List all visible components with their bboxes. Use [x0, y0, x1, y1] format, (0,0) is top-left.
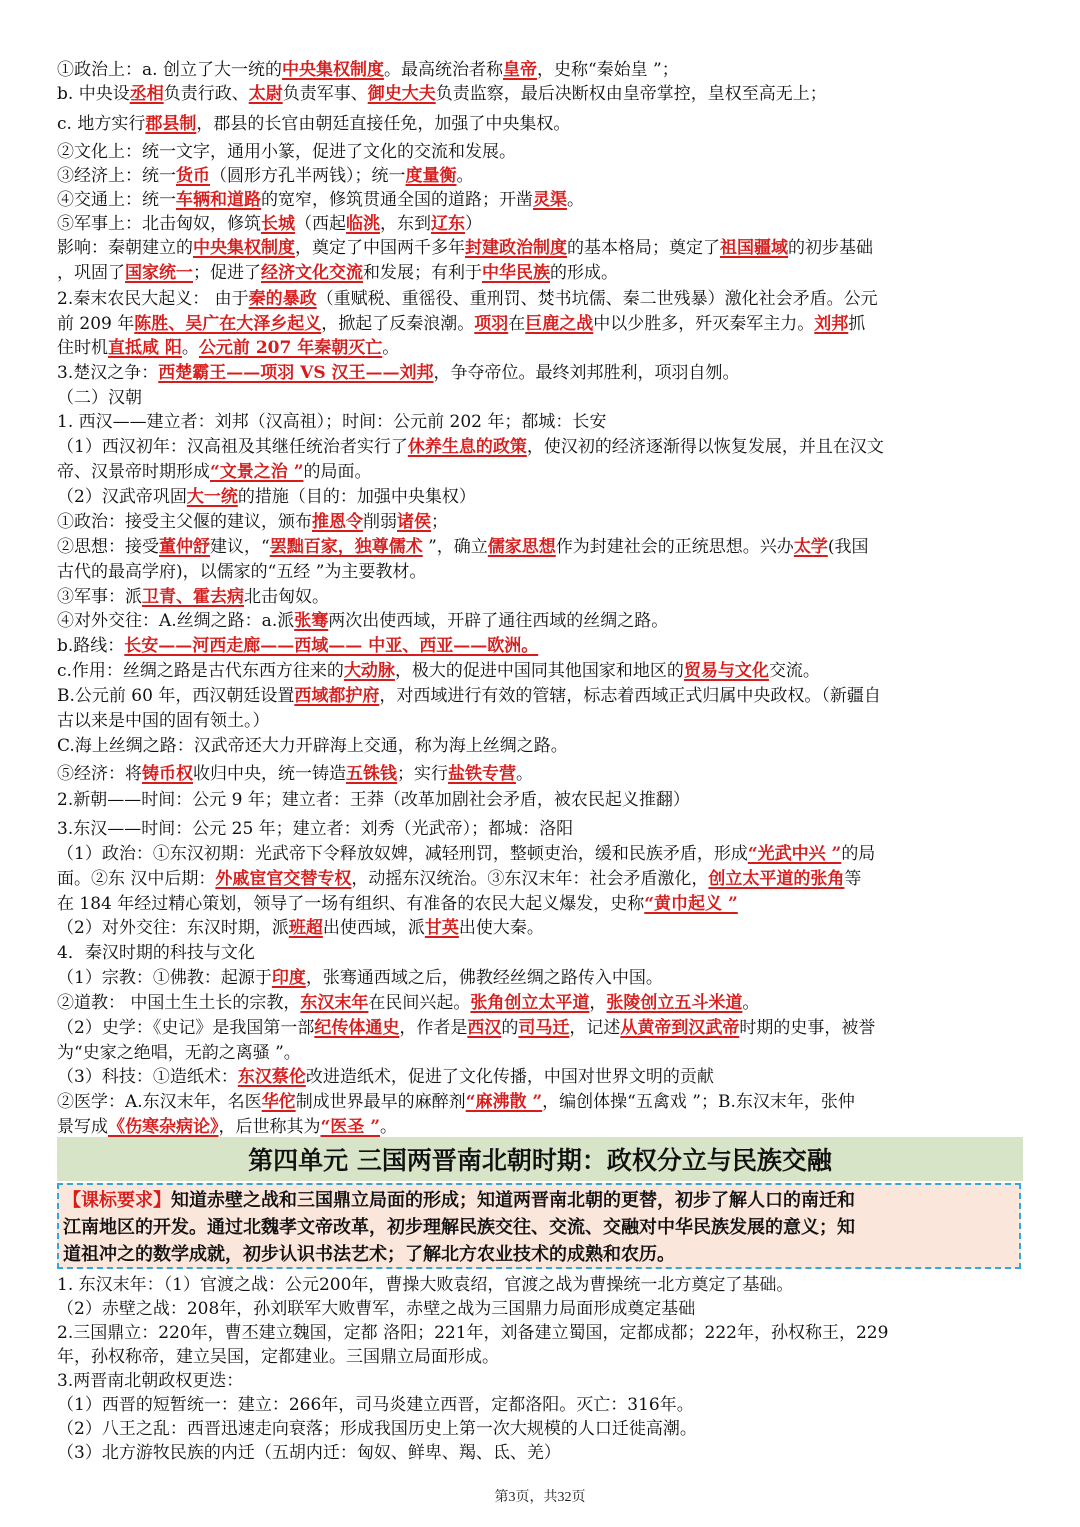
text-span: ，对西域进行有效的管辖，标志着西域正式归属中央政权。（新疆自: [379, 686, 881, 706]
text-span: ；: [431, 512, 448, 532]
key-term: 刘邦: [814, 314, 849, 334]
text-span: 为“史家之绝唱，无韵之离骚 ”。: [57, 1043, 301, 1063]
text-line: [57, 436, 1037, 458]
text-line: [57, 868, 1037, 890]
text-span: 帝、汉景帝时期形成: [57, 462, 210, 482]
text-span: （3）北方游牧民族的内迁（五胡内迁：匈奴、鲜卑、羯、氐、羌）: [57, 1443, 561, 1463]
key-term: 陈胜、吴广在大泽乡起义: [134, 314, 322, 334]
key-term: 国家统一: [125, 263, 193, 283]
text-span: ；实行: [397, 764, 448, 784]
key-term: 东汉末年: [300, 993, 369, 1013]
text-line: [57, 1418, 1037, 1440]
text-line: [57, 1116, 1037, 1138]
text-span: 的局: [841, 844, 876, 864]
key-term: 中央集权制度: [281, 60, 384, 80]
text-line: [57, 288, 1037, 310]
text-line: [57, 362, 1037, 384]
text-span: 年，孙权称帝，建立吴国，定都建业。三国鼎立局面形成。: [57, 1347, 499, 1367]
text-line: [57, 942, 1037, 964]
text-line: [57, 387, 1037, 409]
key-term: 纪传体通史: [314, 1018, 400, 1038]
key-term: “光武中兴 ”: [747, 844, 842, 864]
text-span: 景写成: [57, 1117, 108, 1137]
key-term: 罢黜百家，独尊儒术: [269, 537, 423, 557]
text-span: 两次出使西域，开辟了通往西域的丝绸之路。: [328, 611, 669, 631]
text-span: 3.楚汉之争：: [57, 363, 159, 383]
page-footer: 第3页，共32页: [494, 1490, 586, 1505]
unit-banner: [57, 1137, 1023, 1181]
key-term: 巨鹿之战: [525, 314, 594, 334]
text-span: ④交通上：统一: [57, 190, 176, 210]
text-span: 时期的史事，被誉: [739, 1018, 876, 1038]
text-span: 的局面。: [303, 462, 372, 482]
key-term: 御史大夫: [367, 84, 436, 104]
text-line: [57, 635, 1037, 657]
requirement-line: 道祖冲之的数学成就，初步认识书法艺术；了解北方农业技术的成熟和农历。: [63, 1244, 675, 1265]
key-term: 封建政治制度: [465, 238, 567, 258]
text-span: ，争夺帝位。最终刘邦胜利，项羽自刎。: [433, 363, 740, 383]
key-term: 祖国疆域: [720, 238, 788, 258]
text-span: 2.秦末农民大起义： 由于: [57, 289, 249, 309]
text-span: 。: [181, 338, 199, 358]
key-term: 中央集权制度: [193, 238, 295, 258]
text-span: 。最高统治者称: [383, 60, 503, 80]
text-span: 在 184 年经过精心策划，领导了一场有组织、有准备的农民大起义爆发，史称: [57, 894, 645, 914]
text-span: b. 中央设: [57, 84, 130, 104]
text-line: [57, 1066, 1037, 1088]
text-line: [57, 1091, 1037, 1113]
key-term: “麻沸散 ”: [465, 1092, 543, 1112]
text-line: [57, 685, 1037, 707]
key-term: 印度: [271, 968, 306, 988]
key-term: 诸侯: [397, 512, 431, 532]
text-span: 收归中央，统一铸造: [193, 764, 346, 784]
key-term: 车辆和道路: [176, 190, 261, 210]
text-span: 制成世界最早的麻醉剂: [295, 1092, 466, 1112]
text-span: ，后世称其为: [218, 1117, 321, 1137]
key-term: 创立太平道的张角: [708, 869, 845, 889]
text-span: 的形成。: [550, 263, 618, 283]
key-term: 大动脉: [343, 661, 395, 681]
text-span: 交流。: [768, 661, 820, 681]
text-span: 。: [382, 338, 400, 358]
key-term: 五铢钱: [346, 764, 397, 784]
text-span: （2）对外交往：东汉时期，派: [57, 918, 289, 938]
text-span: （1）西汉初年：汉高祖及其继任统治者实行了: [57, 437, 408, 457]
text-span: （2）赤壁之战：208年，孙刘联军大败曹军，赤壁之战为三国鼎力局面形成奠定基础: [57, 1299, 696, 1319]
text-span: 在: [508, 314, 526, 334]
text-span: ④对外交往：A.丝绸之路：a.派: [57, 611, 295, 631]
key-term: 张陵创立五斗米道: [606, 993, 743, 1013]
text-span: （3）科技：①造纸术：: [57, 1067, 238, 1087]
key-term: 《伤寒杂病论》: [108, 1117, 219, 1137]
text-span: ，史称“秦始皇 ”；: [536, 60, 679, 80]
text-span: ，奠定了中国两千多年: [295, 238, 465, 258]
text-line: [57, 313, 1037, 335]
unit-title: 第四单元 三国两晋南北朝时期：政权分立与民族交融: [248, 1146, 832, 1175]
key-term: 辽东: [431, 214, 465, 234]
text-span: ②思想：接受: [57, 537, 159, 557]
text-line: [57, 511, 1037, 533]
text-span: B.公元前 60 年，西汉朝廷设置: [57, 686, 295, 706]
text-line: [57, 818, 1037, 840]
key-term: 西汉: [467, 1018, 502, 1038]
curriculum-requirements-box: [57, 1183, 1021, 1269]
text-line: [57, 561, 1037, 583]
text-span: ，掀起了反秦浪潮。: [321, 314, 475, 334]
text-span: （重赋税、重徭役、重刑罚、焚书坑儒、秦二世残暴）激化社会矛盾。公元: [316, 289, 878, 309]
text-span: ②文化上：统一文字，通用小篆，促进了文化的交流和发展。: [57, 142, 516, 162]
text-span: 出使西域，派: [322, 918, 425, 938]
text-span: 的基本格局；奠定了: [567, 238, 720, 258]
text-line: [57, 763, 1037, 785]
text-line: [57, 710, 1037, 732]
text-span: 。: [742, 993, 760, 1013]
key-term: 董仲舒: [159, 537, 210, 557]
text-span: c.作用：丝绸之路是古代东西方往来的: [57, 661, 344, 681]
text-span: 古代的最高学府)，以儒家的“五经 ”为主要教材。: [57, 562, 427, 582]
text-span: 作为封建社会的正统思想。兴办: [555, 537, 794, 557]
text-span: 抓: [848, 314, 866, 334]
text-span: 等: [844, 869, 862, 889]
key-term: 长城: [261, 214, 295, 234]
text-span: （圆形方孔半两钱）；统一: [210, 166, 406, 186]
text-line: [57, 141, 1037, 163]
text-span: 2.三国鼎立：220年，曹丕建立魏国，定都 洛阳；221年，刘备建立蜀国，定都成都；222年，孙权称王，229: [57, 1323, 889, 1343]
key-term: “黄巾起义 ”: [644, 894, 738, 914]
text-span: ，: [589, 993, 607, 1013]
text-span: ，张骞通西域之后，佛教经丝绸之路传入中国。: [305, 968, 663, 988]
requirement-line: 【课标要求】知道赤壁之战和三国鼎立局面的形成；知道两晋南北朝的更替，初步了解人口的南迁和: [63, 1190, 855, 1211]
text-span: 1. 西汉——建立者：刘邦（汉高祖）；时间：公元前 202 年；都城：长安: [57, 412, 607, 432]
text-span: ⑤军事上：北击匈奴，修筑: [57, 214, 261, 234]
key-term: 推恩令: [312, 512, 363, 532]
key-term: 皇帝: [502, 60, 537, 80]
text-span: ⑤经济：将: [57, 764, 142, 784]
text-span: 影响：秦朝建立的: [57, 238, 193, 258]
text-span: （2）汉武帝巩固: [57, 487, 187, 507]
text-span: 改进造纸术，促进了文化传播，中国对世界文明的贡献: [305, 1067, 714, 1087]
text-line: [57, 113, 1037, 135]
text-line: [57, 610, 1037, 632]
text-span: （1）政治：①东汉初期：光武帝下令释放奴婢，减轻刑罚，整顿吏治，缓和民族矛盾，形成: [57, 844, 748, 864]
text-line: [57, 83, 1037, 105]
key-term: 度量衡: [405, 166, 457, 186]
text-span: C.海上丝绸之路：汉武帝还大力开辟海上交通，称为海上丝绸之路。: [57, 736, 568, 756]
text-span: (我国: [827, 537, 869, 557]
key-term: 东汉蔡伦: [237, 1067, 306, 1087]
key-term: “医圣 ”: [320, 1117, 380, 1137]
text-span: ③经济上：统一: [57, 166, 176, 186]
text-line: [57, 536, 1037, 558]
text-span: 的: [501, 1018, 519, 1038]
text-span: ①政治上：a. 创立了大一统的: [57, 60, 282, 80]
text-line: [57, 893, 1037, 915]
key-term: 丞相: [129, 84, 164, 104]
text-span: 负责军事、: [282, 84, 368, 104]
key-term: 西楚霸王——项羽 VS 汉王——刘邦: [158, 363, 434, 383]
text-line: [57, 237, 1037, 259]
text-span: ，作者是: [399, 1018, 468, 1038]
text-span: 中以少胜多，歼灭秦军主力。: [593, 314, 815, 334]
text-span: ）: [465, 214, 482, 234]
text-line: [57, 1298, 1037, 1320]
text-line: [57, 262, 1037, 284]
text-span: 前 209 年: [57, 314, 135, 334]
text-span: ，东到: [380, 214, 431, 234]
key-term: 贸易与文化: [683, 661, 769, 681]
text-span: ，记述: [569, 1018, 621, 1038]
text-span: 4．秦汉时期的科技与文化: [57, 943, 255, 963]
requirement-tag: 【课标要求】: [63, 1190, 171, 1211]
text-line: [57, 1442, 1037, 1464]
key-term: 休养生息的政策: [407, 437, 527, 457]
text-span: ②医学：A.东汉末年，名医: [57, 1092, 262, 1112]
key-term: 货币: [176, 166, 210, 186]
text-span: （1）西晋的短暂统一：建立：266年，司马炎建立西晋，定都洛阳。灭亡：316年。: [57, 1395, 694, 1415]
key-term: 太学: [793, 537, 828, 557]
text-line: [57, 917, 1037, 939]
text-span: 1. 东汉末年：（1）官渡之战：公元200年，曹操大败袁绍，官渡之战为曹操统一北方奠定了基础。: [57, 1275, 794, 1295]
text-span: （西起: [295, 214, 346, 234]
text-span: ③军事：派: [57, 587, 142, 607]
key-term: 儒家思想: [487, 537, 556, 557]
text-line: [57, 165, 1037, 187]
text-line: [57, 1017, 1037, 1039]
text-span: 3.东汉——时间：公元 25 年；建立者：刘秀（光武帝）；都城：洛阳: [57, 819, 574, 839]
key-term: 甘英: [424, 918, 459, 938]
text-line: [57, 59, 1037, 81]
text-line: [57, 1346, 1037, 1368]
text-line: [57, 586, 1037, 608]
text-span: ②道教： 中国土生土长的宗教，: [57, 993, 301, 1013]
key-term: 公元前 207 年秦朝灭亡: [198, 338, 383, 358]
text-span: ，编创体操“五禽戏 ”；B.东汉末年，张仲: [542, 1092, 855, 1112]
key-term: 中华民族: [482, 263, 550, 283]
text-line: [57, 992, 1037, 1014]
text-span: 负责行政、: [163, 84, 249, 104]
text-span: 建议，“: [210, 537, 270, 557]
key-term: 张骞: [294, 611, 329, 631]
key-term: 灵渠: [533, 190, 567, 210]
text-span: （二）汉朝: [57, 388, 142, 408]
text-span: （2）八王之乱：西晋迅速走向衰落；形成我国历史上第一次大规模的人口迁徙高潮。: [57, 1419, 697, 1439]
text-span: ，郡县的长官由朝廷直接任免，加强了中央集权。: [196, 114, 571, 134]
text-line: [57, 789, 1037, 811]
text-span: 。: [567, 190, 584, 210]
requirement-line: 江南地区的开发。通过北魏孝文帝改革，初步理解民族交往、交流、交融对中华民族发展的意义；知: [63, 1217, 855, 1238]
text-span: ，使汉初的经济逐渐得以恢复发展，并且在汉文: [526, 437, 884, 457]
text-span: 和发展；有利于: [363, 263, 482, 283]
text-span: （2）史学：《史记》是我国第一部: [57, 1018, 315, 1038]
text-span: ”，确立: [422, 537, 488, 557]
key-term: 秦的暴政: [248, 289, 317, 309]
text-span: 负责监察，最后决断权由皇帝掌控，皇权至高无上；: [435, 84, 827, 104]
text-line: [57, 1042, 1037, 1064]
text-line: [57, 461, 1037, 483]
text-span: 削弱: [363, 512, 397, 532]
text-line: [57, 1370, 1037, 1392]
text-span: ；促进了: [193, 263, 261, 283]
key-term: 卫青、霍去病: [142, 587, 244, 607]
key-term: 西域都护府: [294, 686, 380, 706]
text-span: ，巩固了: [57, 263, 125, 283]
key-term: 长安——河西走廊——西域—— 中亚、西亚——欧洲。: [124, 636, 539, 656]
text-span: ，极大的促进中国同其他国家和地区的: [394, 661, 684, 681]
text-line: [57, 337, 1037, 359]
text-line: [57, 411, 1037, 433]
text-span: 的初步基础: [788, 238, 873, 258]
text-span: 3.两晋南北朝政权更迭：: [57, 1371, 244, 1391]
text-span: 面。②东 汉中后期：: [57, 869, 216, 889]
text-span: 2.新朝——时间：公元 9 年；建立者：王莽（改革加剧社会矛盾，被农民起义推翻）: [57, 790, 690, 810]
key-term: 班超: [288, 918, 323, 938]
key-term: 盐铁专营: [448, 764, 516, 784]
key-term: 太尉: [248, 84, 283, 104]
text-span: 古以来是中国的固有领土。）: [57, 711, 270, 731]
text-span: 在民间兴起。: [368, 993, 471, 1013]
text-span: （1）宗教：①佛教：起源于: [57, 968, 272, 988]
key-term: 华佗: [261, 1092, 296, 1112]
text-span: 住时机: [57, 338, 108, 358]
text-span: 北击匈奴。: [244, 587, 329, 607]
key-term: 铸币权: [142, 764, 193, 784]
key-term: 张角创立太平道: [470, 993, 590, 1013]
key-term: 外戚宦官交替专权: [215, 869, 352, 889]
key-term: 经济文化交流: [261, 263, 363, 283]
text-span: ，动摇东汉统治。③东汉末年：社会矛盾激化，: [351, 869, 709, 889]
key-term: 项羽: [474, 314, 509, 334]
text-line: [57, 660, 1037, 682]
key-term: 司马迁: [518, 1018, 570, 1038]
text-line: [57, 486, 1037, 508]
text-line: [57, 1274, 1037, 1296]
text-span: ①政治：接受主父偃的建议，颁布: [57, 512, 312, 532]
text-span: 的措施（目的：加强中央集权）: [237, 487, 476, 507]
key-term: 郡县制: [145, 114, 197, 134]
text-line: [57, 189, 1037, 211]
text-line: [57, 1322, 1037, 1344]
text-span: 。: [516, 764, 533, 784]
key-term: 直抵咸 阳: [108, 338, 182, 358]
key-term: “文景之治 ”: [210, 462, 304, 482]
text-span: 。: [379, 1117, 397, 1137]
text-span: 出使大秦。: [458, 918, 544, 938]
key-term: 大一统: [186, 487, 238, 507]
text-span: 的宽窄，修筑贯通全国的道路；开凿: [261, 190, 533, 210]
text-line: [57, 735, 1037, 757]
text-span: 。: [456, 166, 474, 186]
text-span: b.路线：: [57, 636, 125, 656]
text-line: [57, 213, 1037, 235]
text-line: [57, 967, 1037, 989]
key-term: 从黄帝到汉武帝: [620, 1018, 740, 1038]
text-line: [57, 843, 1037, 865]
key-term: 临洮: [346, 214, 380, 234]
text-line: [57, 1394, 1037, 1416]
text-span: c. 地方实行: [57, 114, 146, 134]
